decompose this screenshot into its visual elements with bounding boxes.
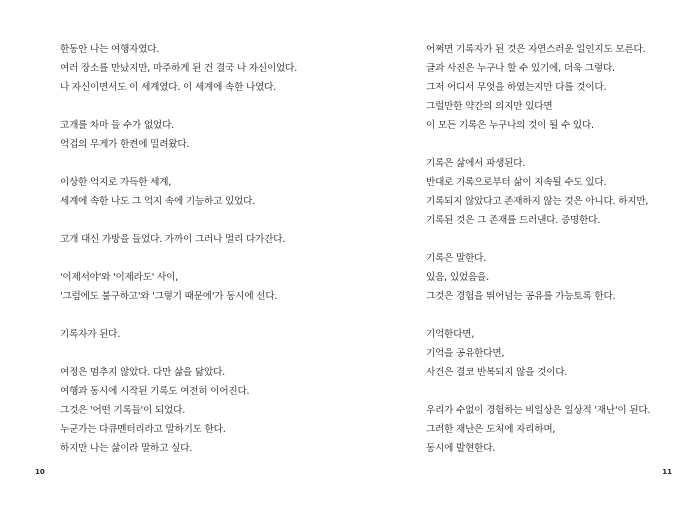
- left-text-column: [60, 40, 330, 458]
- text-line: 여행과 동시에 시작된 기록도 여전히 이어진다.: [60, 386, 250, 397]
- page-number: 10: [35, 468, 45, 476]
- text-line: 여러 장소를 만났지만, 마주하게 된 건 결국 나 자신이었다.: [60, 63, 298, 74]
- text-line: 그러한 재난은 도처에 자리하며,: [426, 424, 556, 435]
- page-number: 11: [662, 468, 672, 476]
- paragraph-gap: [60, 154, 330, 173]
- text-line: 동시에 발현한다.: [426, 443, 496, 454]
- text-line: 있음, 있었음을.: [426, 272, 489, 283]
- paragraph-gap: [60, 211, 330, 230]
- text-line: 기록은 삶에서 파생된다.: [426, 158, 526, 169]
- paragraph-gap: [426, 382, 696, 401]
- paragraph-gap: [60, 344, 330, 363]
- text-line: 사건은 결코 반복되지 않을 것이다.: [426, 367, 568, 378]
- text-line: '그럼에도 불구하고'와 '그렇기 때문에'가 동시에 선다.: [60, 291, 278, 302]
- text-line: 기록자가 된다.: [60, 329, 121, 340]
- text-line: 고개를 차마 들 수가 없었다.: [60, 120, 174, 131]
- text-line: 한동안 나는 여행자였다.: [60, 44, 160, 55]
- text-line: 나 자신이면서도 이 세계였다. 이 세계에 속한 나였다.: [60, 82, 277, 93]
- text-line: 그저 어디서 무엇을 하였는지만 다를 것이다.: [426, 82, 607, 93]
- paragraph-gap: [426, 135, 696, 154]
- text-line: 세계에 속한 나도 그 억지 속에 기능하고 있었다.: [60, 196, 256, 207]
- text-line: 글과 사진은 누구나 할 수 있기에, 더욱 그렇다.: [426, 63, 615, 74]
- paragraph-gap: [60, 249, 330, 268]
- text-line: 이상한 억지로 가득한 세계,: [60, 177, 172, 188]
- text-line: 기억한다면,: [426, 329, 475, 340]
- text-line: 억겁의 무게가 한켠에 밀려왔다.: [60, 139, 190, 150]
- text-line: 기억을 공유한다면,: [426, 348, 505, 359]
- text-line: '이제서야'와 '이제라도' 사이,: [60, 272, 179, 283]
- text-line: 우리가 수없이 경험하는 비일상은 일상적 '재난'이 된다.: [426, 405, 651, 416]
- paragraph-gap: [60, 306, 330, 325]
- right-text-column: [426, 40, 696, 458]
- paragraph-gap: [426, 230, 696, 249]
- text-line: 이 모든 기록은 누구나의 것이 될 수 있다.: [426, 120, 594, 131]
- text-line: 기록은 말한다.: [426, 253, 487, 264]
- text-line: 기록된 것은 그 존재를 드러낸다. 증명한다.: [426, 215, 601, 226]
- right-page: [350, 0, 700, 514]
- text-line: 그럴만한 약간의 의지만 있다면: [426, 101, 553, 112]
- text-line: 하지만 나는 삶이라 말하고 싶다.: [60, 443, 193, 454]
- text-line: 그것은 '어떤 기록들'이 되었다.: [60, 405, 186, 416]
- text-line: 여정은 멈추지 않았다. 다만 삶을 닮았다.: [60, 367, 226, 378]
- text-line: 누군가는 다큐멘터리라고 말하기도 한다.: [60, 424, 226, 435]
- paragraph-gap: [60, 97, 330, 116]
- text-line: 반대로 기록으로부터 삶이 지속될 수도 있다.: [426, 177, 607, 188]
- text-line: 기록되지 않았다고 존재하지 않는 것은 아니다. 하지만,: [426, 196, 649, 207]
- text-line: 그것은 경험을 뛰어넘는 공유를 가능토록 한다.: [426, 291, 616, 302]
- text-line: 어쩌면 기록자가 된 것은 자연스러운 일인지도 모른다.: [426, 44, 646, 55]
- paragraph-gap: [426, 306, 696, 325]
- text-line: 고개 대신 가방을 들었다. 가까이 그러나 멀리 다가간다.: [60, 234, 286, 245]
